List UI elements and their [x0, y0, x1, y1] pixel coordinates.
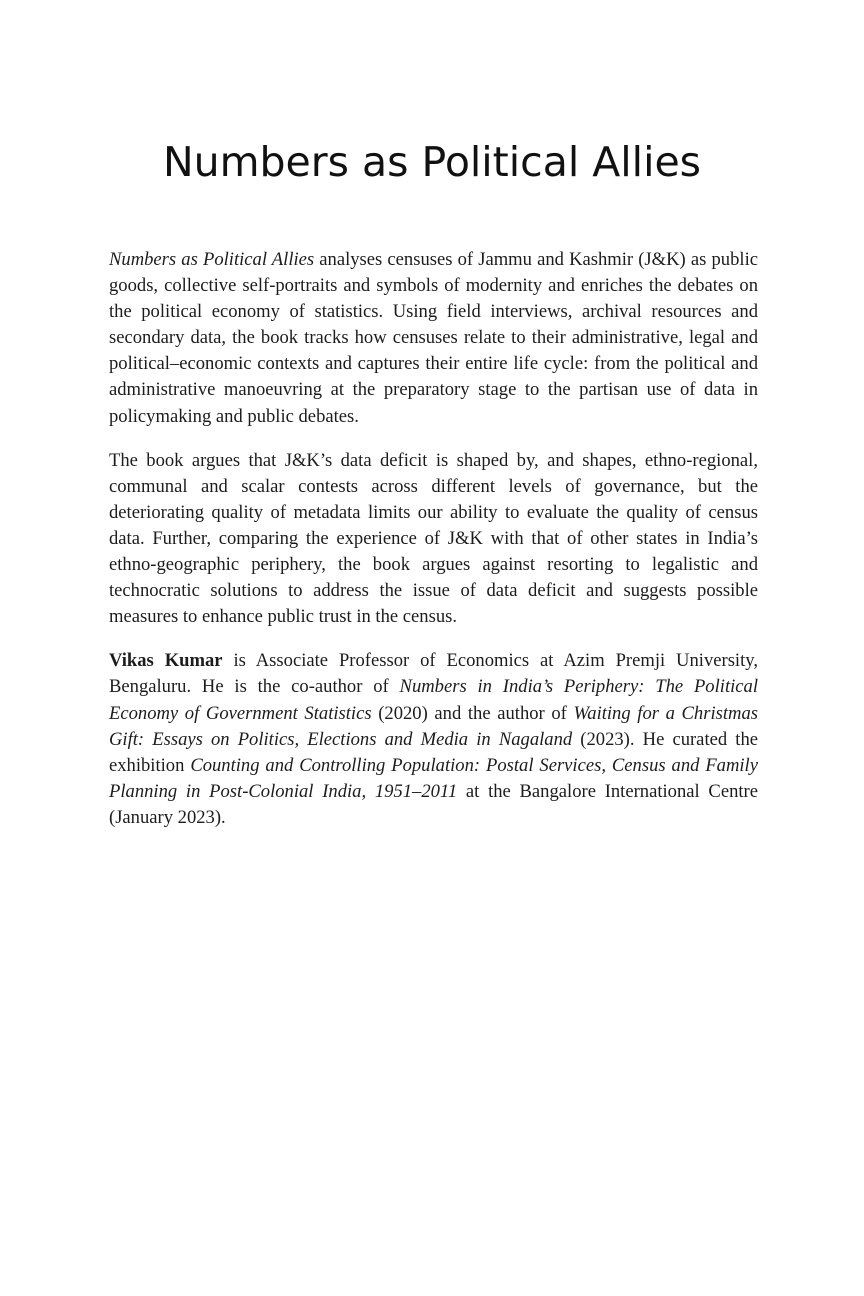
- bio-text-3: (2023). He curated the exhibition: [109, 728, 758, 776]
- bio-exhibition: Counting and Controlling Population: Postal Services, Census and Family Planning in Post-Colonial India, 1951–2011: [109, 754, 758, 802]
- author-name: Vikas Kumar: [109, 650, 223, 672]
- bio-book-1: Numbers in India’s Periphery: The Political Economy of Government Statistics: [109, 676, 758, 724]
- body-text: [109, 247, 758, 849]
- bio-text-1: is Associate Professor of Economics at Azim Premji University, Bengaluru. He is the co-author of: [109, 650, 758, 698]
- paragraph-argument: The book argues that J&K’s data deficit is shaped by, and shapes, ethno-regional, communal and scalar contests across different levels of governance, but the deteriorating quality of metadata limits our ability to evaluate the quality of census data. Further, comparing the experience of J&K with that of other states in India’s ethno-geographic periphery, the book argues against resorting to legalistic and technocratic solutions to address the issue of data deficit and suggests possible measures to enhance public trust in the census.: [109, 449, 758, 628]
- bio-text-4: at the Bangalore International Centre (January 2023).: [109, 780, 758, 828]
- book-title-italic: Numbers as Political Allies: [109, 249, 315, 270]
- paragraph-book-summary: [109, 247, 758, 430]
- page-title: Numbers as Political Allies: [162, 138, 702, 186]
- bio-book-2: Waiting for a Christmas Gift: Essays on Politics, Elections and Media in Nagaland: [109, 702, 758, 750]
- bio-text-2: (2020) and the author of: [371, 702, 574, 724]
- summary-text: analyses censuses of Jammu and Kashmir (J&K) as public goods, collective self-portraits and symbols of modernity and enriches the debates on the political economy of statistics. Using field interviews, archival resources and secondary data, the book tracks how censuses relate to their administrative, legal and political–economic contexts and captures their entire life cycle: from the political and administrative manoeuvring at the preparatory stage to the partisan use of data in policymaking and public debates.: [109, 249, 758, 427]
- paragraph-author-bio: [109, 648, 758, 831]
